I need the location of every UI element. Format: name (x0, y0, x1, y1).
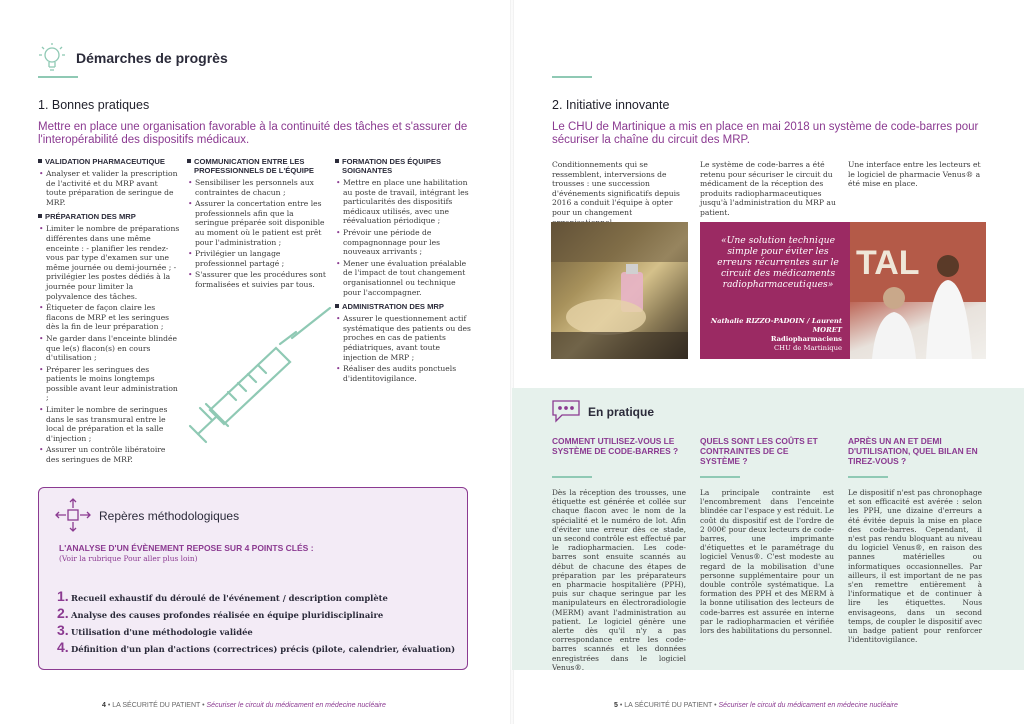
list-formation (335, 178, 475, 297)
divider (700, 476, 740, 478)
column-2 (187, 157, 327, 295)
list-item: • Réaliser des audits ponctuels d'identitovigilance. (335, 364, 475, 383)
answer-2: La principale contrainte est l'encombrement dans l'enceinte blindée car l'espace y est réduit. Le coût du dispositif est de l'ordre de 2 000€ pour deux lecteurs de code-barres, une imprimante d'étiquettes et le paramétrage du logiciel Venus®. C'est modeste au regard de la mobilisation d'une personne supplémentaire pour un double contrôle systématique. La formation des PPH et des MERM à la bonne utilisation des lecteurs de code-barres est assurée en interne par le radiopharmacien et vérifiée lors des habilitations du personnel. (700, 488, 834, 636)
list-item: • Analyser et valider la prescription de l'activité et du MRP avant toute préparation de seringue de MRP. (38, 169, 180, 207)
page-footer: 5 • LA SÉCURITÉ DU PATIENT • Sécuriser le circuit du médicament en médecine nucléaire (614, 702, 898, 709)
divider (552, 76, 592, 78)
quote-text: «Une solution technique simple pour éviter les erreurs récurrentes sur le circuit des médicaments radiopharmaceutiques» (717, 235, 839, 290)
column-3 (335, 157, 475, 388)
lab-photo (551, 222, 688, 359)
divider (552, 476, 592, 478)
right-page (512, 0, 1024, 724)
list-item: • Étiqueter de façon claire les flacons de MRP et les seringues dès la fin de leur préparation ; (38, 303, 180, 332)
column-3: Une interface entre les lecteurs et le logiciel de pharmacie Venus® a été mise en place. (848, 160, 981, 189)
list-item: • Mener une évaluation préalable de l'impact de tout changement organisationnel ou technique pour l'accompagner. (335, 259, 475, 297)
box-title: Repères méthodologiques (99, 509, 240, 523)
heading-communication: COMMUNICATION ENTRE LES PROFESSIONNELS DE L'ÉQUIPE (187, 157, 327, 175)
question-2: QUELS SONT LES COÛTS ET CONTRAINTES DE CE SYSTÈME ? (700, 436, 818, 466)
intro-text: Le CHU de Martinique a mis en place en mai 2018 un système de code-barres pour sécuriser la chaîne du circuit des MRP. (552, 121, 979, 146)
list-item: • Prévoir une période de compagnonnage pour les nouveaux arrivants ; (335, 228, 475, 257)
list-item: • Assurer le questionnement actif systématique des patients ou des proches en cas de patients pédiatriques, avant toute injection de MRP ; (335, 314, 475, 362)
step-item: 4. Définition d'un plan d'actions (correctrices) précis (pilote, calendrier, évaluation) (57, 639, 456, 655)
methodology-box (38, 487, 468, 670)
column-1: Conditionnements qui se ressemblent, interversions de trousses : une succession d'événements significatifs depuis 2016 a conduit l'équipe à opter pour un changement (552, 160, 680, 217)
list-validation (38, 169, 180, 207)
box-subtitle: L'ANALYSE D'UN ÉVÈNEMENT REPOSE SUR 4 POINTS CLÉS : (59, 543, 314, 553)
list-item: • Limiter le nombre de préparations différentes dans une même enceinte : - planifier les rendez-vous par type d'examen sur une même journée ou demi-journée ; - privilégier les postes dédiés à la journée pour limiter la polyvalence des tâches. (38, 224, 180, 301)
list-item: • Sensibiliser les personnels aux contraintes de chacun ; (187, 178, 327, 197)
divider (848, 476, 888, 478)
arrows-converge-icon (55, 498, 91, 532)
section-heading-initiative: 2. Initiative innovante (552, 98, 670, 112)
pratique-title: En pratique (588, 405, 655, 419)
quote-author: Nathalie RIZZO-PADOIN / Laurent MORET Radiopharmaciens CHU de Martinique (710, 317, 842, 352)
heading-validation: VALIDATION PHARMACEUTIQUE (38, 157, 180, 166)
list-item: • Assurer la concertation entre les professionnels afin que la seringue préparée soit disponible au moment où le patient est prêt pour l'administration ; (187, 199, 327, 247)
list-item: • Assurer un contrôle libératoire des seringues de MRP. (38, 445, 180, 464)
syringe-illustration (180, 300, 340, 450)
step-item: 3. Utilisation d'une méthodologie validée (57, 622, 253, 638)
page-title: Démarches de progrès (76, 50, 228, 66)
list-item: • S'assurer que les procédures sont formalisées et suivies par tous. (187, 270, 327, 289)
column-1 (38, 157, 180, 470)
lightbulb-icon (38, 42, 66, 72)
steps-list (57, 588, 455, 656)
divider (38, 76, 78, 78)
box-reference: (Voir la rubrique Pour aller plus loin) (59, 554, 198, 563)
question-3: APRÈS UN AN ET DEMI D'UTILISATION, QUEL BILAN EN TIREZ-VOUS ? (848, 436, 978, 466)
answer-1: Dès la réception des trousses, une étiquette est générée et collée sur chaque flacon avec le nom de la spécialité et le numéro de lot. Afin d'éviter une erreur dès ce stade, un second contrôle est effectué par le radiopharmacien. Les code-barres sont ensuite scannés au début de chacune des étapes de préparation par les préparateurs en pharmacie hospitalière (PPH), puis sur chaque seringue par les manipulateurs en électroradiologie (MERM) avant l'administration au patient. Le logiciel génère une alerte dès qu'il n'y a pas correspondance entre les code-barres scannés et les données enregistrées dans le logiciel Venus®. (552, 488, 686, 672)
list-item: • Ne garder dans l'enceinte blindée que le(s) flacon(s) en cours d'utilisation ; (38, 334, 180, 363)
question-1: COMMENT UTILISEZ-VOUS LE SYSTÈME DE CODE-BARRES ? (552, 436, 679, 456)
answer-3: Le dispositif n'est pas chronophage et son efficacité est avérée : selon les PPH, une dizaine d'erreurs a été évitée depuis la mise en place des code-barres. Cependant, il n'est pas rendu bloquant au niveau du logiciel Venus®, en raison des pannes matérielles ou informatiques occasionnelles. Par ailleurs, il est important de ne pas s'en remettre entièrement à l'informatique et de continuer à lire les étiquettes. Nous envisageons, dans un second temps, de coupler le dispositif avec un badge patient pour renforcer l'identitovigilance. (848, 488, 982, 645)
list-administration (335, 314, 475, 383)
heading-formation: FORMATION DES ÉQUIPES SOIGNANTES (335, 157, 475, 175)
list-preparation (38, 224, 180, 464)
en-pratique-section (512, 388, 1024, 670)
page-footer: 4 • LA SÉCURITÉ DU PATIENT • Sécuriser le circuit du médicament en médecine nucléaire (102, 702, 386, 709)
list-item: • Mettre en place une habilitation au poste de travail, intégrant les particularités des dispositifs médicaux utilisés, avec une réévaluation périodique ; (335, 178, 475, 226)
section-heading-bonnes-pratiques: 1. Bonnes pratiques (38, 98, 150, 112)
heading-administration: ADMINISTRATION DES MRP (335, 302, 475, 311)
list-item: • Limiter le nombre de seringues dans le sas transmural entre le local de préparation et la salle d'injection ; (38, 405, 180, 443)
list-item: • Préparer les seringues des patients le moins longtemps possible avant leur administration ; (38, 365, 180, 403)
svg-text:TAL: TAL (856, 244, 920, 282)
chat-bubble-icon (550, 398, 582, 424)
column-2: Le système de code-barres a été retenu pour sécuriser le circuit du médicament de la réception des produits radiopharmaceutiques jusqu'à l'administration du MRP au patient. (700, 160, 836, 217)
quote-box (700, 222, 850, 359)
heading-preparation: PRÉPARATION DES MRP (38, 212, 180, 221)
intro-text: Mettre en place une organisation favorable à la continuité des tâches et s'assurer de l'interopérabilité des dispositifs médicaux. (38, 121, 468, 146)
radiopharmacists-photo (850, 222, 986, 359)
list-item: • Privilégier un langage professionnel partagé ; (187, 249, 327, 268)
list-communication (187, 178, 327, 290)
step-item: 2. Analyse des causes profondes réalisée en équipe pluridisciplinaire (57, 605, 384, 621)
step-item: 1. Recueil exhaustif du déroulé de l'événement / description complète (57, 588, 388, 604)
